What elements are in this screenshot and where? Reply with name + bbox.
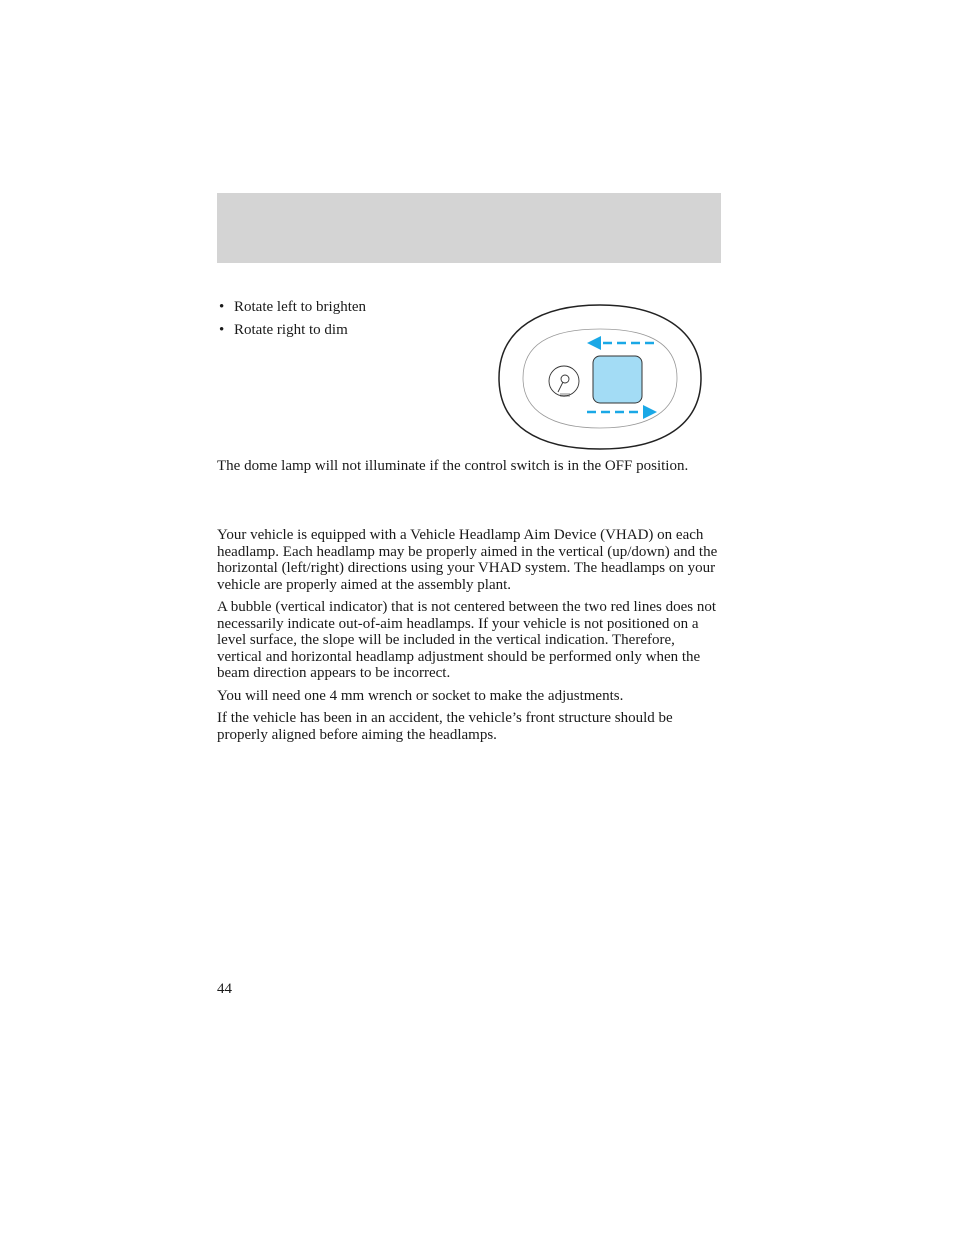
list-item (217, 322, 477, 339)
dome-lamp-note (217, 458, 721, 481)
dome-lamp-icon (549, 366, 579, 397)
paragraph-accident: If the vehicle has been in an accident, the vehicle’s front structure should be properly aligned before aiming the headlamps. (217, 710, 673, 743)
header-band (217, 193, 721, 263)
paragraph-vhad-intro: Your vehicle is equipped with a Vehicle Headlamp Aim Device (VHAD) on each headlamp. Each headlamp may be properly aimed in the vertical (up/down) and the horizontal (left/right) directions using your VHAD system. The headlamps on your vehicle are properly aimed at the assembly plant. (217, 527, 718, 593)
paragraph-wrench: You will need one 4 mm wrench or socket to make the adjustments. (217, 687, 624, 704)
bullet-marker: • (219, 299, 225, 315)
arrow-right-icon (587, 405, 657, 419)
vhad-section (217, 527, 721, 749)
page-number: 44 (217, 981, 232, 997)
bullet-marker: • (219, 322, 225, 338)
arrow-left-icon (587, 336, 655, 350)
list-item (217, 299, 477, 316)
paragraph-bubble: A bubble (vertical indicator) that is not centered between the two red lines does not necessarily indicate out-of-aim headlamps. If your vehicle is not positioned on a level surface, the slope will be included in the vertical indication. Therefore, vertical and horizontal headlamp adjustment should be performed only when the beam direction appears to be incorrect. (217, 599, 717, 681)
dimmer-switch-illustration (497, 303, 703, 451)
instruction-list (217, 299, 477, 345)
list-item-text: Rotate right to dim (234, 322, 348, 338)
paragraph-dome: The dome lamp will not illuminate if the control switch is in the OFF position. (217, 458, 689, 474)
dimmer-knob (593, 356, 642, 403)
list-item-text: Rotate left to brighten (234, 299, 367, 315)
